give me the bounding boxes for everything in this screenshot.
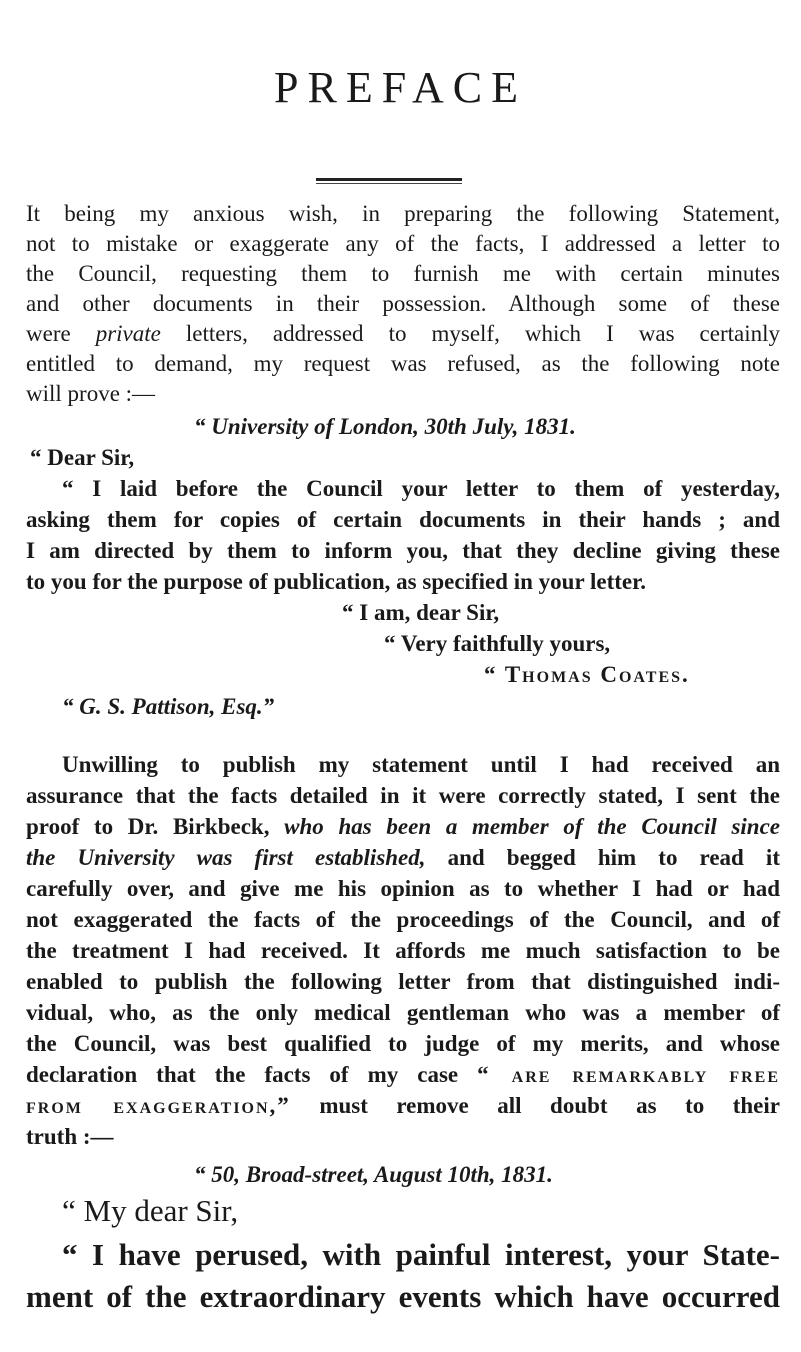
text-line: assurance that the facts detailed in it were correctly stated, I sent the bbox=[26, 783, 780, 808]
letter-salutation: “ My dear Sir, bbox=[62, 1193, 239, 1228]
text-run: proof to Dr. Birkbeck, bbox=[26, 814, 285, 839]
emphasis-run: the University was first established, bbox=[26, 845, 426, 870]
text-run: were bbox=[26, 321, 96, 346]
title-rule-thin bbox=[316, 183, 462, 184]
text-line: entitled to demand, my request was refused, as the following note bbox=[26, 351, 780, 376]
emphasis-run: who has been a member of the Council since bbox=[284, 814, 781, 839]
letter-addressee: “ G. S. Pattison, Esq.” bbox=[62, 694, 275, 719]
page-title: PREFACE bbox=[274, 63, 527, 112]
text-line bbox=[26, 843, 780, 872]
text-line: “ I have perused, with painful interest, your State- bbox=[62, 1237, 780, 1272]
letter-salutation: “ Dear Sir, bbox=[30, 445, 135, 470]
text-line: “ I laid before the Council your letter to them of yesterday, bbox=[62, 476, 780, 501]
text-line bbox=[26, 812, 780, 841]
text-line: ment of the extraordinary events which have occurred bbox=[26, 1279, 780, 1314]
text-line: to you for the purpose of publication, as specified in your letter. bbox=[26, 569, 646, 594]
text-line bbox=[26, 1091, 780, 1120]
text-run: must remove all doubt as to their bbox=[290, 1093, 780, 1118]
text-line: enabled to publish the following letter from that distinguished indi- bbox=[26, 969, 780, 994]
text-line: will prove :— bbox=[26, 381, 156, 406]
text-line bbox=[26, 1060, 780, 1089]
letter-signature: “ Thomas Coates. bbox=[484, 662, 690, 687]
quoted-phrase: from exaggeration,” bbox=[26, 1093, 291, 1118]
emphasis-private: private bbox=[95, 321, 161, 346]
text-run: declaration that the facts of my case bbox=[26, 1062, 478, 1087]
text-line: I am directed by them to inform you, that they decline giving these bbox=[26, 538, 780, 563]
text-line: Unwilling to publish my statement until I had received an bbox=[62, 752, 780, 777]
text-line: not to mistake or exaggerate any of the facts, I addressed a letter to bbox=[26, 231, 780, 256]
letter-dateline: “ 50, Broad-street, August 10th, 1831. bbox=[194, 1162, 553, 1187]
letter-dateline: “ University of London, 30th July, 1831. bbox=[194, 414, 576, 439]
text-line: vidual, who, as the only medical gentleman who was a member of bbox=[26, 1000, 780, 1025]
text-line: not exaggerated the facts of the proceedings of the Council, and of bbox=[26, 907, 780, 932]
letter-closing: “ I am, dear Sir, bbox=[342, 600, 500, 625]
text-run: and begged him to read it bbox=[425, 845, 780, 870]
title-rule bbox=[316, 178, 462, 181]
text-line: asking them for copies of certain documents in their hands ; and bbox=[26, 507, 780, 532]
text-line: carefully over, and give me his opinion as to whether I had or had bbox=[26, 876, 780, 901]
text-line: the Council, requesting them to furnish me with certain minutes bbox=[26, 261, 780, 286]
quoted-phrase: “ are remarkably free bbox=[477, 1062, 780, 1087]
text-line: truth :— bbox=[26, 1124, 114, 1149]
text-line: and other documents in their possession. Although some of these bbox=[26, 291, 780, 316]
text-run: letters, addressed to myself, which I was certainly bbox=[160, 321, 781, 346]
text-line bbox=[26, 319, 780, 348]
text-line: It being my anxious wish, in preparing the following Statement, bbox=[26, 201, 780, 226]
text-line: the treatment I had received. It affords me much satisfaction to be bbox=[26, 938, 780, 963]
letter-closing: “ Very faithfully yours, bbox=[384, 631, 611, 656]
text-line: the Council, was best qualified to judge of my merits, and whose bbox=[26, 1031, 780, 1056]
